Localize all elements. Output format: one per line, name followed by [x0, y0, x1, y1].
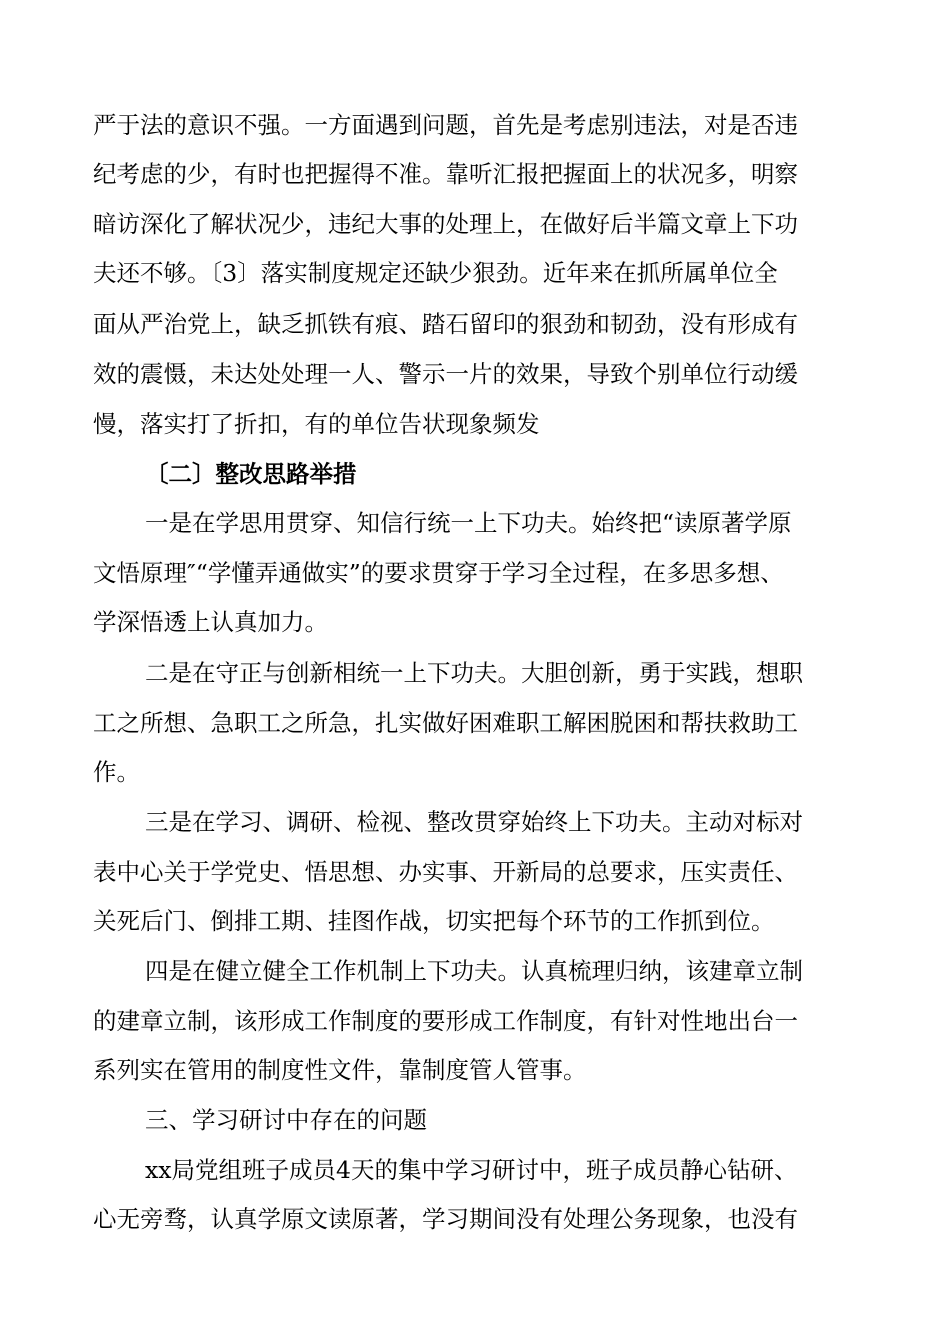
- text-line: 四是在健立健全工作机制上下功夫。认真梳理归纳，该建章立制: [145, 957, 803, 985]
- text-line: 夫还不够。〔3〕落实制度规定还缺少狠劲。近年来在抓所属单位全: [93, 259, 778, 287]
- text-line: 一是在学思用贯穿、知信行统一上下功夫。始终把“读原著学原: [145, 509, 792, 537]
- text-line: 系列实在管用的制度性文件，靠制度管人管事。: [93, 1056, 587, 1084]
- text-line: 慢，落实打了折扣，有的单位告状现象频发: [93, 410, 540, 438]
- text-line: 面从严治党上，缺乏抓铁有痕、踏石留印的狠劲和韧劲，没有形成有: [93, 310, 798, 338]
- text-line: 文悟原理″“学懂弄通做实”的要求贯穿于学习全过程，在多思多想、: [93, 559, 784, 587]
- text-line: 学深悟透上认真加力。: [93, 608, 328, 636]
- text-line: 纪考虑的少，有时也把握得不准。靠听汇报把握面上的状况多，明察: [93, 160, 798, 188]
- section-heading-study-problems: 三、学习研讨中存在的问题: [145, 1106, 427, 1134]
- text-line: 工之所想、急职工之所急，扎实做好困难职工解困脱困和帮扶救助工: [93, 709, 798, 737]
- text-line: 二是在守正与创新相统一上下功夫。大胆创新，勇于实践，想职: [145, 659, 803, 687]
- section-heading-rectification: 〔二〕整改思路举措: [145, 460, 357, 488]
- text-line: 暗访深化了解状况少，违纪大事的处理上，在做好后半篇文章上下功: [93, 210, 798, 238]
- text-line: xx局党组班子成员4天的集中学习研讨中，班子成员静心钻研、: [145, 1156, 798, 1184]
- text-line: 表中心关于学党史、悟思想、办实事、开新局的总要求，压实责任、: [93, 858, 798, 886]
- text-line: 的建章立制，该形成工作制度的要形成工作制度，有针对性地出台一: [93, 1007, 798, 1035]
- text-line: 作。: [93, 758, 140, 786]
- text-line: 关死后门、倒排工期、挂图作战，切实把每个环节的工作抓到位。: [93, 907, 775, 935]
- text-line: 效的震慑，未达处处理一人、警示一片的效果，导致个别单位行动缓: [93, 360, 798, 388]
- text-line: 心无旁骛，认真学原文读原著，学习期间没有处理公务现象，也没有: [93, 1205, 798, 1233]
- text-line: 严于法的意识不强。一方面遇到问题，首先是考虑别违法，对是否违: [93, 111, 798, 139]
- text-line: 三是在学习、调研、检视、整改贯穿始终上下功夫。主动对标对: [145, 808, 803, 836]
